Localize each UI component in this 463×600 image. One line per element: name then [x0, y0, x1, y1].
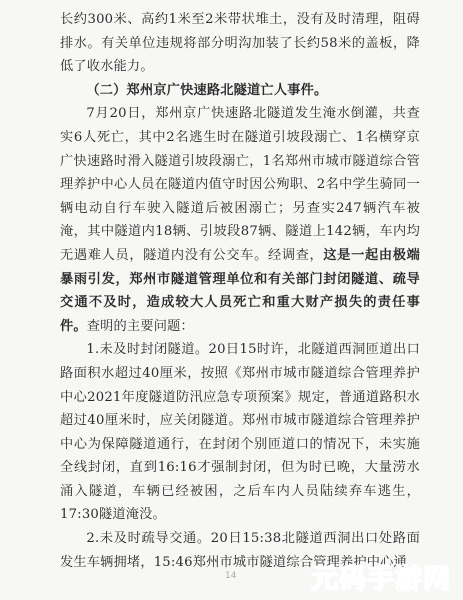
findings-lead: 查明的主要问题：: [86, 318, 194, 334]
intro-paragraph: 长约300米、高约1米至2米带状堆土，没有及时清理，阻碍排水。有关单位违规将部分明沟加装了长约58米的盖板，降低了收水能力。: [60, 12, 420, 75]
section-heading: （二）郑州京广快速路北隧道亡人事件。: [86, 82, 328, 98]
incident-paragraph: [60, 102, 420, 338]
incident-conclusion: 这是一起由极端暴雨引发，郑州市隧道管理单位和有关部门封闭隧道、疏导交通不及时，造成较大人员死亡和重大财产损失的责任事件。: [60, 247, 420, 334]
document-body: [60, 8, 420, 574]
finding-2-paragraph: 2.未及时疏导交通。20日15:38北隧道西洞出口处路面发生车辆拥堵，15:46郑州市城市隧道综合管理养护中心通: [60, 531, 420, 570]
finding-1-paragraph: 1.未及时封闭隧道。20日15时许，北隧道西洞匝道出口路面积水超过40厘米，按照《郑州市城市隧道综合管理养护中心2021年度隧道防汛应急专项预案》规定，普通道路积水超过40厘米时，应关闭隧道。郑州市城市隧道综合管理养护中心为保障隧道通行，在封闭个别匝道口的情况下，未实施全线封闭，直到16:16才强制封闭，但为时已晚，大量涝水涌入隧道，车辆已经被困，之后车内人员陆续弃车逃生，17:30隧道淹没。: [60, 342, 420, 523]
site-watermark: 元码手游网: [311, 563, 451, 595]
incident-text: 7月20日，郑州京广快速路北隧道发生淹水倒灌，共查实6人死亡，其中2名逃生时在隧道引坡段溺亡、1名横穿京广快速路时滑入隧道引坡段溺亡，1名郑州市城市隧道综合管理养护中心人员在隧道内值守时因公殉职、2名中学生骑同一辆电动自行车驶入隧道后被困溺亡；另查实247辆汽车被淹，其中隧道内18辆、引坡段87辆、隧道上142辆，车内均无遇难人员，隧道内没有公交车。经调查，: [60, 106, 420, 263]
page-number: 14: [225, 571, 237, 581]
